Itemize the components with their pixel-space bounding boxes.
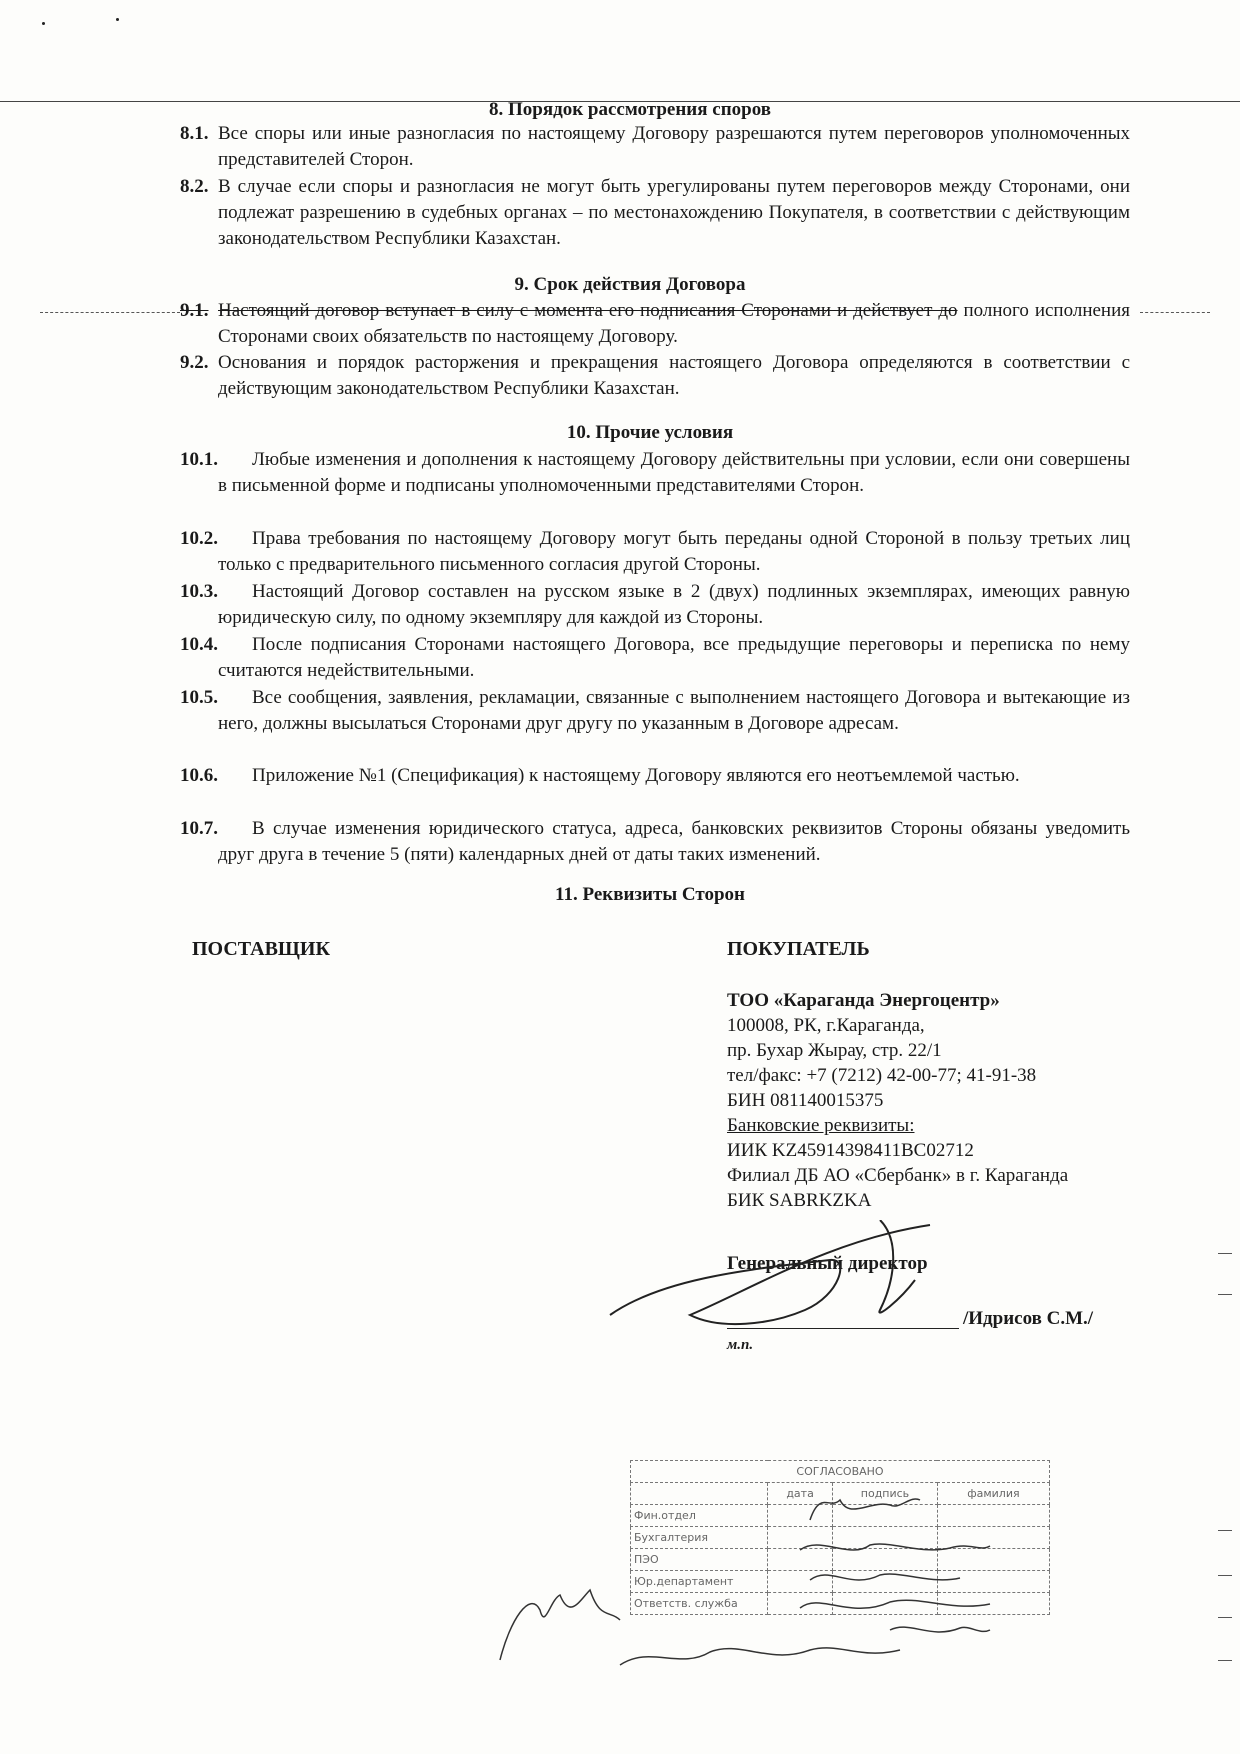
buyer-title: ПОКУПАТЕЛЬ bbox=[727, 938, 870, 960]
buyer-phone: тел/факс: +7 (7212) 42-00-77; 41-91-38 bbox=[727, 1065, 1037, 1086]
buyer-bik: БИК SABRKZKA bbox=[727, 1190, 872, 1211]
buyer-bin: БИН 081140015375 bbox=[727, 1090, 884, 1111]
buyer-iik: ИИК KZ45914398411BC02712 bbox=[727, 1140, 974, 1161]
supplier-title: ПОСТАВЩИК bbox=[192, 938, 330, 960]
clause-number: 10.6. bbox=[180, 765, 218, 786]
clause-number: 10.1. bbox=[180, 449, 218, 470]
margin-tick bbox=[1218, 1530, 1232, 1531]
seal-place-note: м.п. bbox=[727, 1337, 754, 1353]
signer-position: Генеральный директор bbox=[727, 1253, 928, 1274]
clause-10-5 bbox=[180, 685, 1130, 737]
clause-number: 8.2. bbox=[180, 176, 209, 197]
clause-10-2 bbox=[180, 526, 1130, 578]
approval-row-label: Бухгалтерия bbox=[631, 1527, 768, 1549]
clause-10-4 bbox=[180, 632, 1130, 684]
scan-speck bbox=[116, 18, 119, 21]
clause-text: Настоящий Договор составлен на русском языке в 2 (двух) подлинных экземплярах, имеющих равную юридическую силу, по одному экземпляру для каждой из Стороны. bbox=[218, 581, 1130, 628]
section-11-heading: 11. Реквизиты Сторон bbox=[555, 884, 745, 905]
clause-text: В случае изменения юридического статуса, адреса, банковских реквизитов Стороны обязаны уведомить друг друга в течение 5 (пяти) календарных дней от даты таких изменений. bbox=[218, 818, 1130, 865]
clause-text: В случае если споры и разногласия не могут быть урегулированы путем переговоров между Сторонами, они подлежат разрешению в судебных органах – по местонахождению Покупателя, в соответствии с действующим законодательством Республики Казахстан. bbox=[218, 176, 1130, 249]
dashed-margin-line bbox=[40, 312, 180, 314]
approval-title: СОГЛАСОВАНО bbox=[631, 1461, 1050, 1483]
buyer-requisites bbox=[727, 988, 1147, 1213]
approval-row-label: Фин.отдел bbox=[631, 1505, 768, 1527]
clause-9-2 bbox=[180, 350, 1130, 402]
clause-text: Все споры или иные разногласия по настоящему Договору разрешаются путем переговоров уполномоченных представителей Сторон. bbox=[218, 123, 1130, 170]
clause-8-1 bbox=[180, 121, 1130, 173]
margin-tick bbox=[1218, 1575, 1232, 1576]
clause-number: 10.2. bbox=[180, 528, 218, 549]
struck-text: Настоящий договор вступает в силу с момента его подписания Сторонами и действует до bbox=[218, 300, 958, 321]
buyer-name: ТОО «Караганда Энергоцентр» bbox=[727, 990, 1000, 1011]
section-8-heading: 8. Порядок рассмотрения споров bbox=[488, 99, 772, 120]
scan-speck bbox=[42, 22, 45, 25]
clause-number: 10.3. bbox=[180, 581, 218, 602]
clause-9-1 bbox=[180, 298, 1130, 350]
clause-number: 10.5. bbox=[180, 687, 218, 708]
buyer-address-line-2: пр. Бухар Жырау, стр. 22/1 bbox=[727, 1040, 942, 1061]
clause-text: Любые изменения и дополнения к настоящему Договору действительны при условии, если они совершены в письменной форме и подписаны уполномоченными представителями Сторон. bbox=[218, 449, 1130, 496]
clause-number: 10.4. bbox=[180, 634, 218, 655]
clause-number: 10.7. bbox=[180, 818, 218, 839]
approval-row-label: ПЭО bbox=[631, 1549, 768, 1571]
clause-number: 8.1. bbox=[180, 123, 209, 144]
clause-text: Права требования по настоящему Договору могут быть переданы одной Стороной в пользу третьих лиц только с предварительного письменного согласия другой Стороны. bbox=[218, 528, 1130, 575]
approval-col-signature: подпись bbox=[833, 1483, 938, 1505]
dashed-margin-line bbox=[1140, 312, 1210, 314]
signer-name: /Идрисов С.М./ bbox=[963, 1308, 1094, 1329]
approval-signatures-image bbox=[470, 1480, 1090, 1680]
clause-number: 9.1. bbox=[180, 300, 209, 321]
clause-text: Основания и порядок расторжения и прекращения настоящего Договора определяются в соответствии с действующим законодательством Республики Казахстан. bbox=[218, 352, 1130, 399]
clause-text: Все сообщения, заявления, рекламации, связанные с выполнением настоящего Договора и вытекающие из него, должны высылаться Сторонами друг другу по указанным в Договоре адресам. bbox=[218, 687, 1130, 734]
clause-10-3 bbox=[180, 579, 1130, 631]
margin-tick bbox=[1218, 1294, 1232, 1295]
bank-details-label: Банковские реквизиты: bbox=[727, 1115, 915, 1136]
clause-8-2 bbox=[180, 174, 1130, 252]
clause-10-7 bbox=[180, 816, 1130, 868]
section-10-heading: 10. Прочие условия bbox=[566, 422, 734, 443]
approval-col-surname: фамилия bbox=[937, 1483, 1049, 1505]
clause-10-6 bbox=[180, 763, 1130, 789]
margin-tick bbox=[1218, 1660, 1232, 1661]
director-signature-image bbox=[600, 1220, 960, 1340]
buyer-address-line-1: 100008, РК, г.Караганда, bbox=[727, 1015, 925, 1036]
approval-row-label: Ответств. служба bbox=[631, 1593, 768, 1615]
clause-text: полного исполнения Сторонами своих обязательств по настоящему Договору. bbox=[218, 300, 1130, 347]
clause-text: После подписания Сторонами настоящего Договора, все предыдущие переговоры и переписка по нему считаются недействительными. bbox=[218, 634, 1130, 681]
margin-tick bbox=[1218, 1253, 1232, 1254]
approval-col-date: дата bbox=[768, 1483, 833, 1505]
clause-number: 9.2. bbox=[180, 352, 209, 373]
clause-text: Приложение №1 (Спецификация) к настоящему Договору являются его неотъемлемой частью. bbox=[252, 765, 1020, 786]
margin-tick bbox=[1218, 1617, 1232, 1618]
clause-10-1 bbox=[180, 447, 1130, 499]
approval-row-label: Юр.департамент bbox=[631, 1571, 768, 1593]
buyer-bank: Филиал ДБ АО «Сбербанк» в г. Караганда bbox=[727, 1165, 1069, 1186]
section-9-heading: 9. Срок действия Договора bbox=[514, 274, 746, 295]
